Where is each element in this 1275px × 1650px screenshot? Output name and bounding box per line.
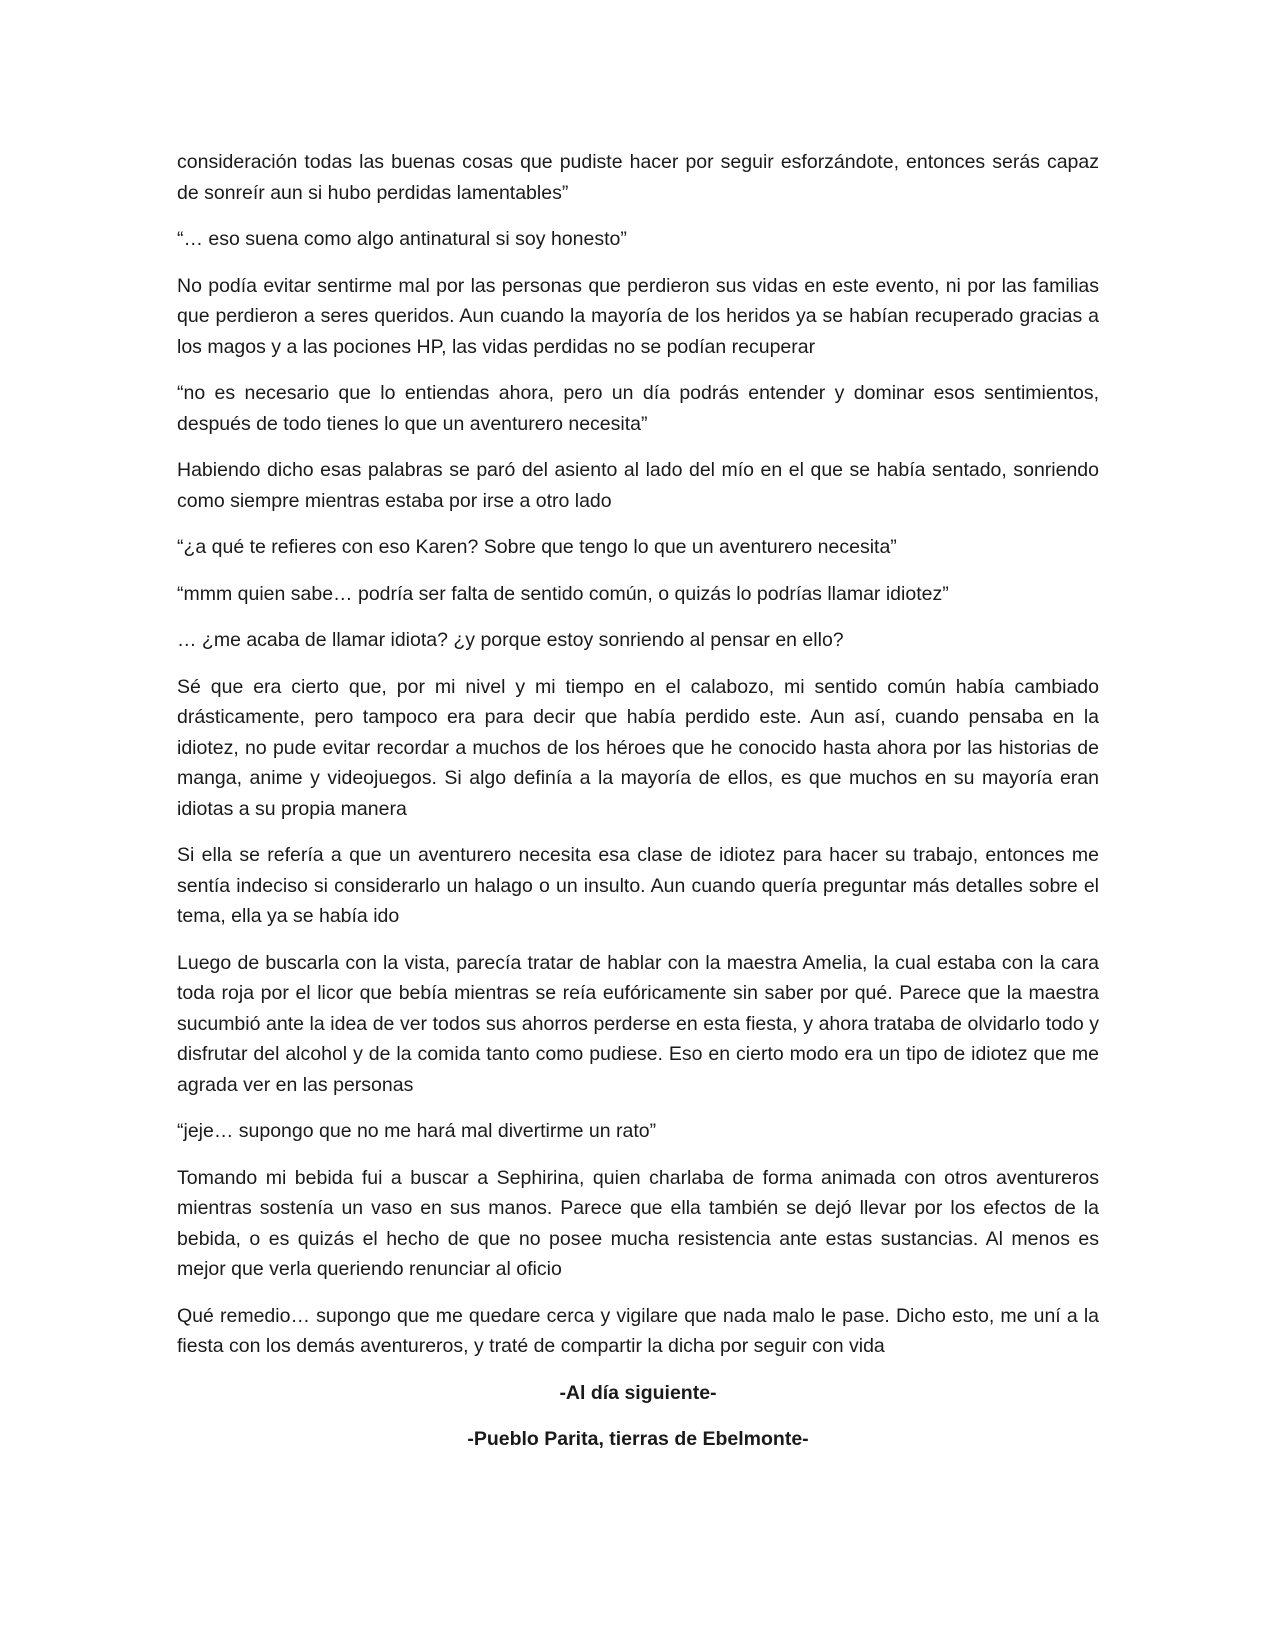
dialogue-line: “mmm quien sabe… podría ser falta de sentido común, o quizás lo podrías llamar idiotez” xyxy=(177,582,949,605)
paragraph: consideración todas las buenas cosas que pudiste hacer por seguir esforzándote, entonces serás capaz de sonreír aun si hubo perdidas lamentables” xyxy=(177,151,1099,204)
dialogue-line: “jeje… supongo que no me hará mal divertirme un rato” xyxy=(177,1120,657,1142)
scene-heading-time: -Al día siguiente- xyxy=(559,1381,717,1404)
page-body xyxy=(177,147,1099,1471)
scene-heading-location: -Pueblo Parita, tierras de Ebelmonte- xyxy=(467,1428,809,1450)
paragraph: Luego de buscarla con la vista, parecía tratar de hablar con la maestra Amelia, la cual estaba con la cara toda roja por el licor que bebía mientras se reía eufóricamente sin saber por qué. Parece que la maestra sucumbió ante la idea de ver todos sus ahorros perderse en esta fiesta, y ahora trataba de olvidarlo todo y disfrutar del alcohol y de la comida tanto como pudiese. Eso en cierto modo era un tipo de idiotez que me agrada ver en las personas xyxy=(177,951,1099,1096)
paragraph: Tomando mi bebida fui a buscar a Sephirina, quien charlaba de forma animada con otros aventureros mientras sostenía un vaso en sus manos. Parece que ella también se dejó llevar por los efectos de la bebida, o es quizás el hecho de que no posee mucha resistencia ante estas sustancias. Al menos es mejor que verla queriendo renunciar al oficio xyxy=(177,1166,1099,1280)
dialogue-line: “no es necesario que lo entiendas ahora, pero un día podrás entender y dominar esos sentimientos, después de todo tienes lo que un aventurero necesita” xyxy=(177,382,1099,435)
paragraph: Qué remedio… supongo que me quedare cerca y vigilare que nada malo le pase. Dicho esto, me uní a la fiesta con los demás aventureros, y traté de compartir la dicha por seguir con vida xyxy=(177,1304,1099,1357)
paragraph: No podía evitar sentirme mal por las personas que perdieron sus vidas en este evento, ni por las familias que perdieron a seres queridos. Aun cuando la mayoría de los heridos ya se habían recuperado gracias a los magos y a las pociones HP, las vidas perdidas no se podían recuperar xyxy=(177,274,1099,358)
dialogue-line: “¿a qué te refieres con eso Karen? Sobre que tengo lo que un aventurero necesita” xyxy=(177,536,897,558)
paragraph: … ¿me acaba de llamar idiota? ¿y porque estoy sonriendo al pensar en ello? xyxy=(177,629,844,651)
paragraph: Sé que era cierto que, por mi nivel y mi tiempo en el calabozo, mi sentido común había cambiado drásticamente, pero tampoco era para decir que había perdido este. Aun así, cuando pensaba en la idiotez, no pude evitar recordar a muchos de los héroes que he conocido hasta ahora por las historias de manga, anime y videojuegos. Si algo definía a la mayoría de ellos, es que muchos en su mayoría eran idiotas a su propia manera xyxy=(177,675,1099,820)
paragraph: Habiendo dicho esas palabras se paró del asiento al lado del mío en el que se había sentado, sonriendo como siempre mientras estaba por irse a otro lado xyxy=(177,459,1099,512)
paragraph: Si ella se refería a que un aventurero necesita esa clase de idiotez para hacer su trabajo, entonces me sentía indeciso si considerarlo un halago o un insulto. Aun cuando quería preguntar más detalles sobre el tema, ella ya se había ido xyxy=(177,844,1099,927)
dialogue-line: “… eso suena como algo antinatural si soy honesto” xyxy=(177,228,627,250)
